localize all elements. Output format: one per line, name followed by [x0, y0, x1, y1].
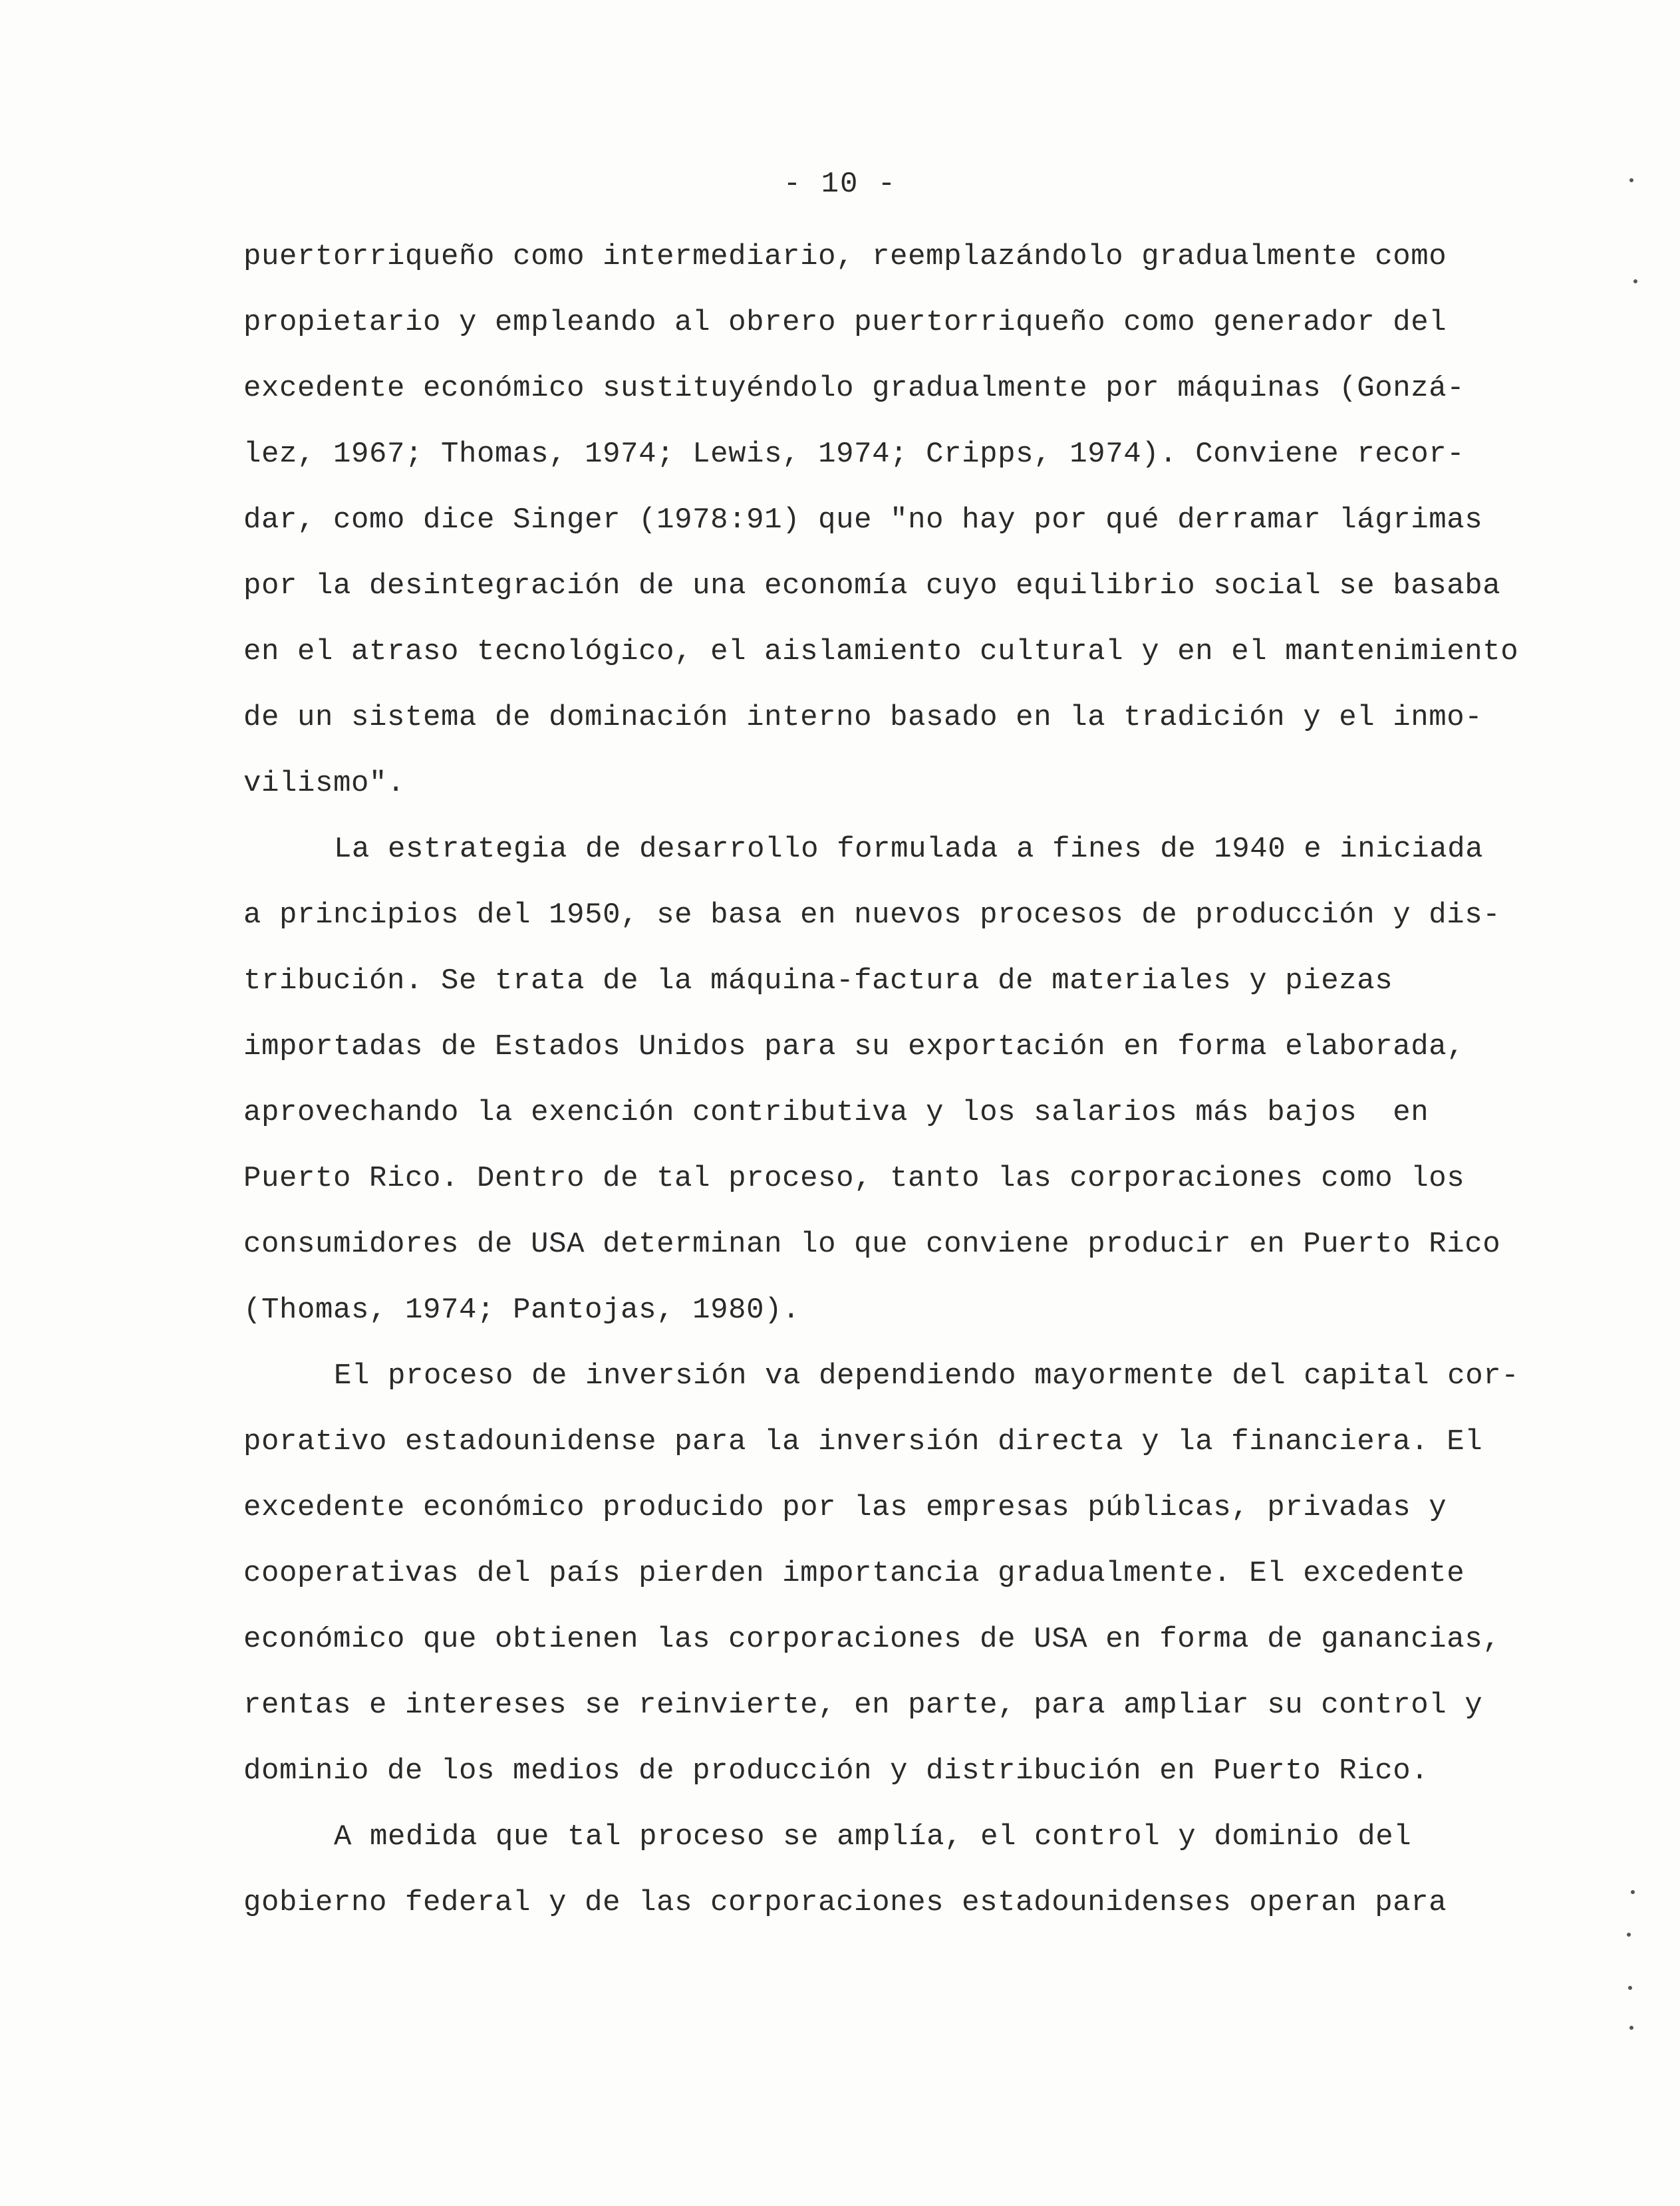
text-line: lez, 1967; Thomas, 1974; Lewis, 1974; Cripps, 1974). Conviene recor-	[243, 438, 1465, 471]
text-line: La estrategia de desarrollo formulada a fines de 1940 e iniciada	[334, 833, 1484, 866]
text-line: tribución. Se trata de la máquina-factura de materiales y piezas	[243, 964, 1393, 998]
text-line: Puerto Rico. Dentro de tal proceso, tanto las corporaciones como los	[243, 1162, 1465, 1195]
text-line: El proceso de inversión va dependiendo mayormente del capital cor-	[334, 1359, 1520, 1393]
text-line: (Thomas, 1974; Pantojas, 1980).	[243, 1294, 801, 1327]
text-line: aprovechando la exención contributiva y los salarios más bajos en	[243, 1096, 1429, 1129]
text-line: gobierno federal y de las corporaciones estadounidenses operan para	[243, 1886, 1447, 1919]
text-line: porativo estadounidense para la inversión directa y la financiera. El	[243, 1425, 1483, 1458]
text-line: A medida que tal proceso se amplía, el control y dominio del	[334, 1820, 1412, 1854]
text-line: cooperativas del país pierden importancia gradualmente. El excedente	[243, 1557, 1465, 1590]
text-line: dar, como dice Singer (1978:91) que "no hay por qué derramar lágrimas	[243, 503, 1483, 537]
scan-speck	[1629, 178, 1633, 182]
text-line: excedente económico sustituyéndolo gradualmente por máquinas (Gonzá-	[243, 372, 1465, 405]
scan-speck	[1628, 1986, 1632, 1990]
text-line: excedente económico producido por las empresas públicas, privadas y	[243, 1491, 1447, 1524]
text-line: económico que obtienen las corporaciones de USA en forma de ganancias,	[243, 1623, 1501, 1656]
scan-speck	[1627, 1933, 1631, 1937]
scan-speck	[1631, 1890, 1635, 1894]
text-line: consumidores de USA determinan lo que conviene producir en Puerto Rico	[243, 1228, 1501, 1261]
text-line: puertorriqueño como intermediario, reemplazándolo gradualmente como	[243, 240, 1447, 273]
text-line: de un sistema de dominación interno basado en la tradición y el inmo-	[243, 701, 1483, 734]
text-line: rentas e intereses se reinvierte, en parte, para ampliar su control y	[243, 1689, 1483, 1722]
text-line: importadas de Estados Unidos para su exportación en forma elaborada,	[243, 1030, 1465, 1063]
scan-speck	[1633, 279, 1637, 283]
text-line: propietario y empleando al obrero puertorriqueño como generador del	[243, 306, 1447, 339]
page-number: - 10 -	[783, 168, 897, 201]
scan-speck	[1629, 2026, 1633, 2030]
text-line: en el atraso tecnológico, el aislamiento cultural y en el mantenimiento	[243, 635, 1519, 668]
text-line: dominio de los medios de producción y distribución en Puerto Rico.	[243, 1754, 1429, 1788]
text-line: vilismo".	[243, 767, 406, 800]
text-line: por la desintegración de una economía cuyo equilibrio social se basaba	[243, 569, 1501, 603]
body-text	[243, 230, 1527, 1942]
text-line: a principios del 1950, se basa en nuevos procesos de producción y dis-	[243, 898, 1501, 932]
